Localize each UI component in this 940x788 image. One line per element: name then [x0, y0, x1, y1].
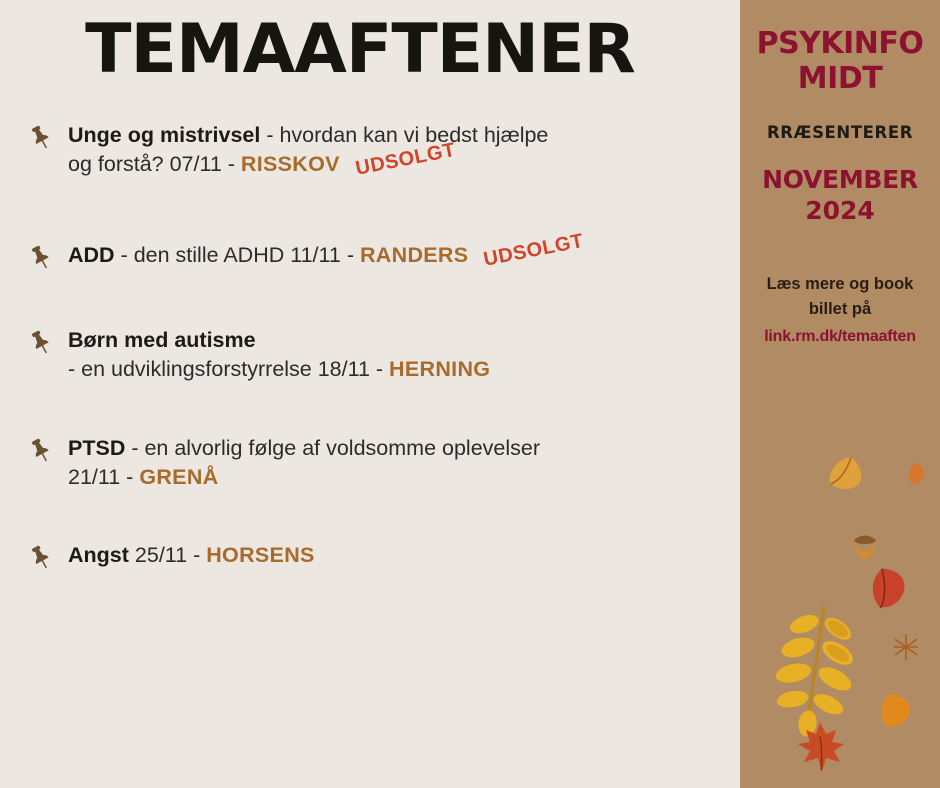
booking-link[interactable]: link.rm.dk/temaaften [764, 327, 916, 345]
event-city: HORSENS [206, 542, 315, 567]
event-title: Børn med autisme [68, 328, 256, 353]
event-city: RANDERS [359, 243, 469, 268]
event-line-2 [68, 463, 740, 492]
leaf-icon [892, 632, 920, 662]
leaf-icon [905, 462, 927, 486]
event-date: og forstå? 07/11 - [68, 152, 241, 177]
event-title: Unge og mistrivsel [68, 123, 261, 148]
event-line-2 [68, 355, 740, 384]
event-description: hvordan kan vi bedst hjælpe [279, 123, 549, 148]
event-description: - en udviklingsforstyrrelse 18/11 - [68, 357, 390, 382]
leaf-icon [820, 452, 870, 500]
event-line-2 [68, 139, 740, 181]
event-line-1 [68, 434, 740, 463]
status-badge: UDSOLGT [353, 139, 458, 181]
event-description: en alvorlig følge af voldsomme oplevelser [144, 436, 540, 461]
compound-leaf-icon [770, 600, 860, 740]
brand-line-2: MIDT [797, 61, 883, 97]
list-item[interactable] [26, 541, 740, 570]
event-description: den stille ADHD 11/11 - [133, 243, 360, 268]
event-description: 25/11 - [134, 542, 207, 567]
pushpin-icon [26, 436, 56, 466]
presents-label: RRÆSENTERER [766, 122, 914, 142]
event-city: RISSKOV [240, 152, 340, 177]
event-city: HERNING [389, 357, 491, 382]
booking-note: Læs mere og book billet på [766, 275, 914, 319]
event-city: GRENÅ [139, 465, 219, 490]
event-title: PTSD [68, 436, 126, 461]
page-title: TEMAAFTENER [85, 10, 635, 89]
event-line-1 [68, 541, 740, 570]
event-dash: - [125, 436, 145, 461]
status-badge: UDSOLGT [482, 230, 586, 272]
brand-name [750, 26, 930, 97]
sidebar [740, 0, 940, 788]
leaf-icon [874, 690, 914, 732]
pushpin-icon [26, 243, 56, 273]
year-label: 2024 [805, 196, 875, 226]
list-item[interactable] [26, 230, 740, 272]
maple-leaf-icon [792, 718, 848, 776]
event-dash: - [114, 243, 134, 268]
pushpin-icon [26, 328, 56, 358]
pushpin-icon [26, 123, 56, 153]
event-title: Angst [68, 542, 129, 567]
event-title: ADD [68, 243, 115, 268]
month-label: NOVEMBER [762, 164, 918, 194]
event-dash: - [260, 123, 280, 148]
event-date: 21/11 - [68, 465, 140, 490]
brand-line-1: PSYKINFO [756, 26, 924, 61]
leaf-icon [866, 566, 908, 612]
event-line-1 [68, 230, 740, 272]
list-item[interactable] [26, 121, 740, 179]
acorn-icon [848, 528, 882, 564]
list-item[interactable] [26, 434, 740, 492]
list-item[interactable] [26, 326, 740, 384]
event-line-1 [68, 326, 740, 355]
pushpin-icon [26, 543, 56, 573]
event-list [0, 121, 740, 569]
